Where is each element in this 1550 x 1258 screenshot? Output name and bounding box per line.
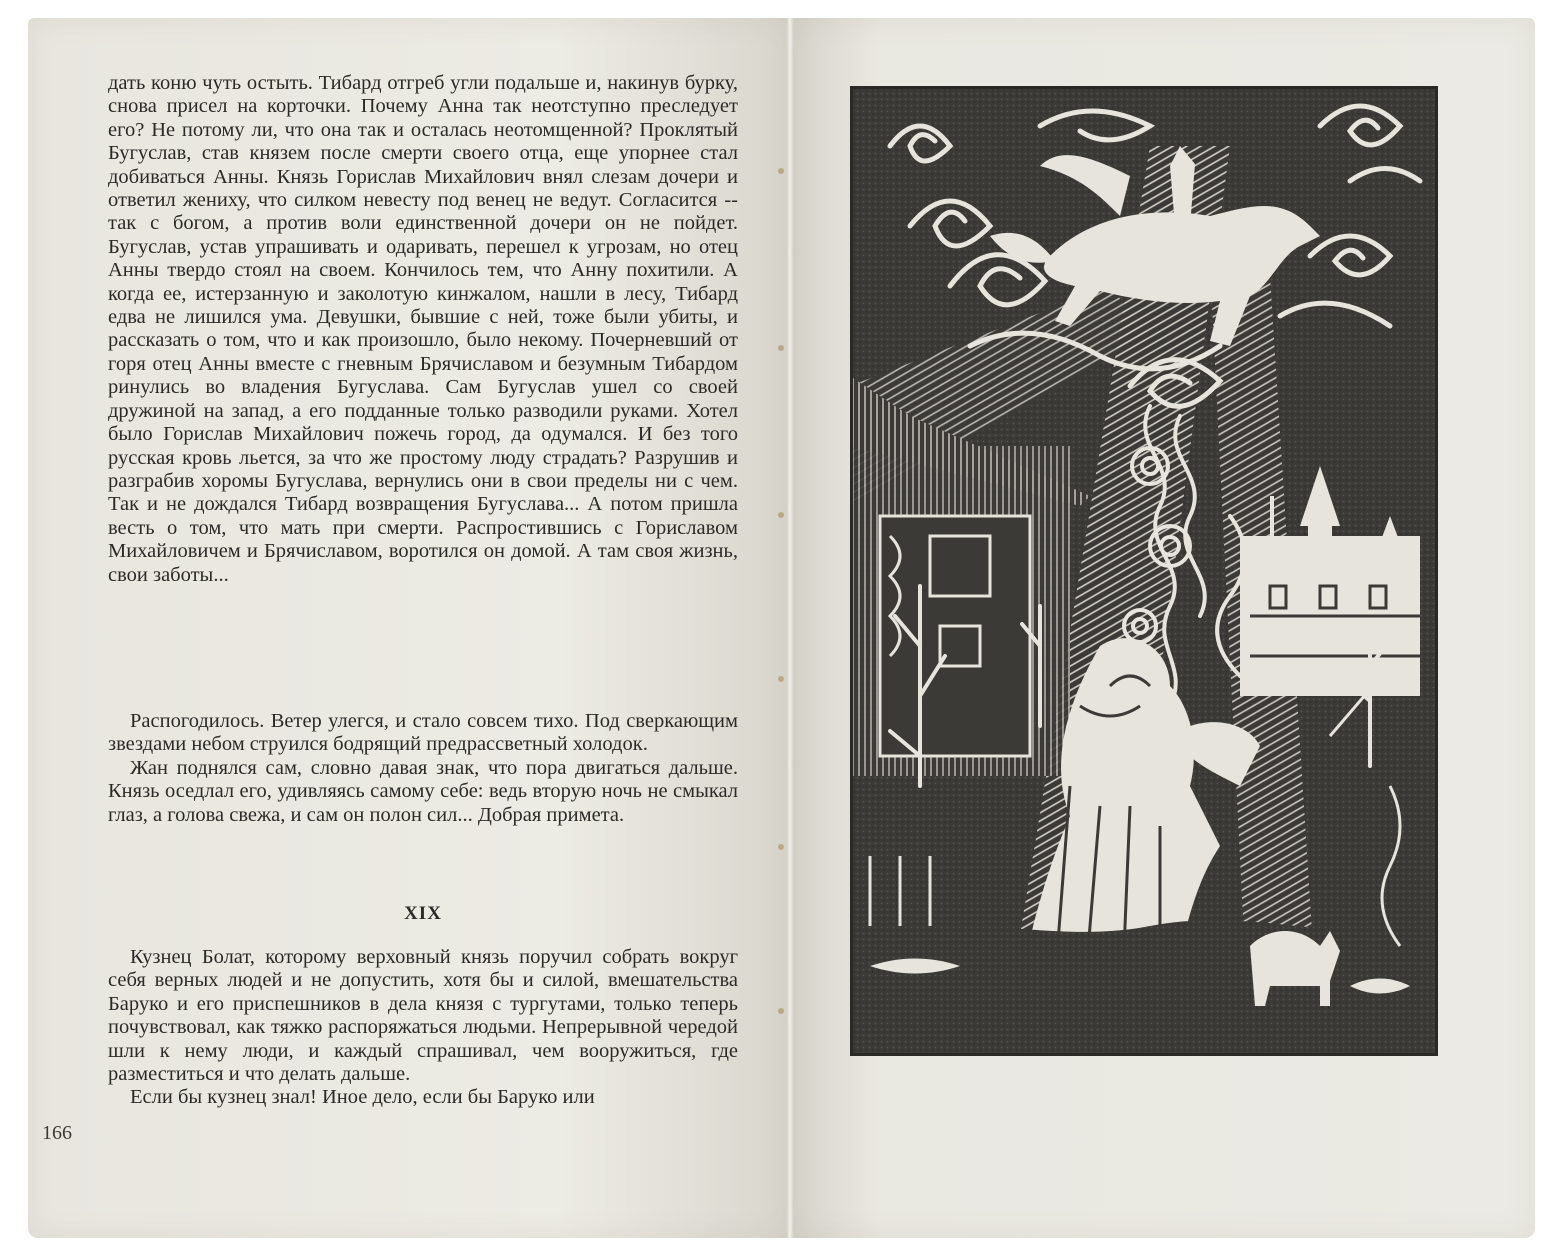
book-gutter <box>786 18 794 1238</box>
binding-stitch <box>778 345 784 351</box>
woodcut-illustration <box>850 86 1438 1056</box>
paragraph: Кузнец Болат, которому верховный князь поручил собрать вокруг себя верных людей и не допустить, хотя бы и силой, вмешательства Баруко и его приспешников в дела князя с тургутами, только теперь почувствовал, как тяжко распоряжаться людьми. Непрерывной чередой шли к нему люди, и каждый спрашивал, чем вооружиться, где разместиться и что делать дальше. <box>108 946 738 1086</box>
page-number: 166 <box>42 1122 72 1144</box>
paragraph: дать коню чуть остыть. Тибард отгреб угли подальше и, накинув бурку, снова присел на корточки. Почему Анна так неотступно преследует его? Не потому ли, что она так и осталась неотомщенной? Проклятый Бугуслав, став князем после смерти своего отца, еще упорнее стал добиваться Анны. Князь Горислав Михайлович внял слезам дочери и ответил жениху, что силком невесту под венец не ведут. Согласится -- так с богом, а против воли единственной дочери он не пойдет. Бугуслав, устав упрашивать и одаривать, перешел к угрозам, но отец Анны твердо стоял на своем. Кончилось тем, что Анну похитили. А когда ее, истерзанную и заколотую кинжалом, нашли в лесу, Тибард едва не лишился ума. Девушки, бывшие с ней, тоже были убиты, и рассказать о том, что и как произошло, было некому. Почерневший от горя отец Анны вместе с гневным Брячиславом и безумным Тибардом ринулись во владения Бугуслава. Сам Бугуслав ушел со своей дружиной на запад, а его подданные только разводили руками. Хотел было Горислав Михайлович пожечь город, да одумался. И без того русская кровь льется, за что же простому люду страдать? Разрушив и разграбив хоромы Бугуслава, вернулись они в свои пределы ни с чем. Так и не дождался Тибард возвращения Бугуслава... А потом пришла весть о том, что мать при смерти. Распростившись с Гориславом Михайловичем и Брячиславом, воротился он домой. А там своя жизнь, свои заботы... <box>108 72 738 586</box>
paragraph: Распогодилось. Ветер улегся, и стало совсем тихо. Под сверкающим звездами небом струился бодрящий предрассветный холодок. <box>108 710 738 756</box>
binding-stitch <box>778 844 784 850</box>
paragraph: Если бы кузнец знал! Иное дело, если бы Баруко или <box>130 1086 595 1109</box>
text-block-section <box>108 710 738 827</box>
text-block-chapter <box>108 946 738 1110</box>
text-block-continuation <box>108 72 738 587</box>
binding-stitch <box>778 512 784 518</box>
chapter-heading: XIX <box>404 903 442 924</box>
binding-stitch <box>778 168 784 174</box>
binding-stitch <box>778 676 784 682</box>
paragraph: Жан поднялся сам, словно давая знак, что пора двигаться дальше. Князь оседлал его, удивляясь самому себе: ведь вторую ночь не смыкал глаз, а голова свежа, и сам он полон сил... Добрая примета. <box>108 756 738 826</box>
binding-stitch <box>778 1008 784 1014</box>
